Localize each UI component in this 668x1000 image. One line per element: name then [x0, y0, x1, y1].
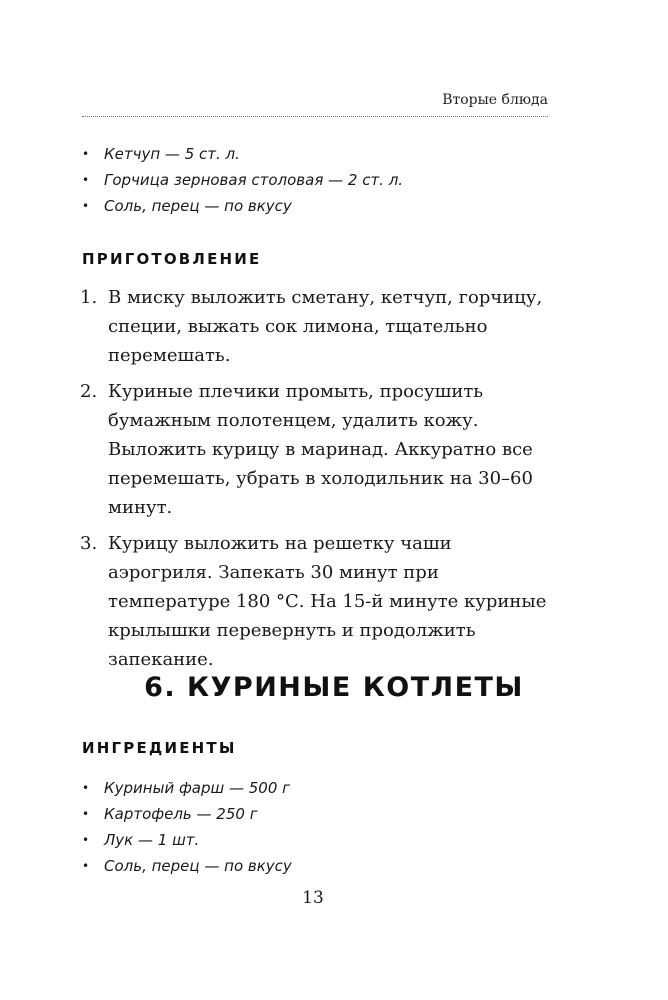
preparation-heading: ПРИГОТОВЛЕНИЕ	[82, 250, 262, 268]
ingredient-text: Соль, перец — по вкусу	[104, 857, 292, 875]
ingredient-text: Картофель — 250 г	[104, 805, 258, 823]
running-header: Вторые блюда	[442, 92, 548, 108]
bullet-icon: •	[82, 199, 90, 213]
ingredients-heading: ИНГРЕДИЕНТЫ	[82, 739, 237, 757]
page-number: 13	[302, 888, 324, 908]
list-item	[82, 853, 562, 879]
bullet-icon: •	[82, 147, 90, 161]
list-item	[82, 193, 562, 219]
list-item	[82, 827, 562, 853]
list-item	[82, 801, 562, 827]
bullet-icon: •	[82, 833, 90, 847]
list-item	[82, 775, 562, 801]
preparation-steps	[80, 283, 550, 681]
ingredients-list-continued	[82, 141, 562, 219]
ingredient-text: Горчица зерновая столовая — 2 ст. л.	[104, 171, 404, 189]
step-number: 1.	[80, 287, 98, 308]
ingredient-text: Кетчуп — 5 ст. л.	[104, 145, 240, 163]
step-item	[80, 529, 550, 674]
step-item	[80, 377, 550, 522]
header-dotted-rule	[82, 116, 548, 117]
ingredient-text: Лук — 1 шт.	[104, 831, 200, 849]
list-item	[82, 167, 562, 193]
ingredients-list	[82, 775, 562, 879]
recipe-title: 6. КУРИНЫЕ КОТЛЕТЫ	[144, 672, 524, 703]
bullet-icon: •	[82, 781, 90, 795]
bullet-icon: •	[82, 173, 90, 187]
list-item	[82, 141, 562, 167]
step-item	[80, 283, 550, 370]
bullet-icon: •	[82, 807, 90, 821]
step-text: Курицу выложить на решетку чаши аэрогриля. Запекать 30 минут при температуре 180 °С. На 15-й минуте куриные крылышки перевернуть и продолжить запекание.	[108, 533, 547, 670]
step-number: 2.	[80, 381, 98, 402]
step-text: Куриные плечики промыть, просушить бумажным полотенцем, удалить кожу. Выложить курицу в маринад. Аккуратно все перемешать, убрать в холодильник на 30–60 минут.	[108, 381, 533, 518]
ingredient-text: Куриный фарш — 500 г	[104, 779, 291, 797]
bullet-icon: •	[82, 859, 90, 873]
step-text: В миску выложить сметану, кетчуп, горчицу, специи, выжать сок лимона, тщательно перемешать.	[108, 287, 543, 366]
ingredient-text: Соль, перец — по вкусу	[104, 197, 292, 215]
step-number: 3.	[80, 533, 98, 554]
